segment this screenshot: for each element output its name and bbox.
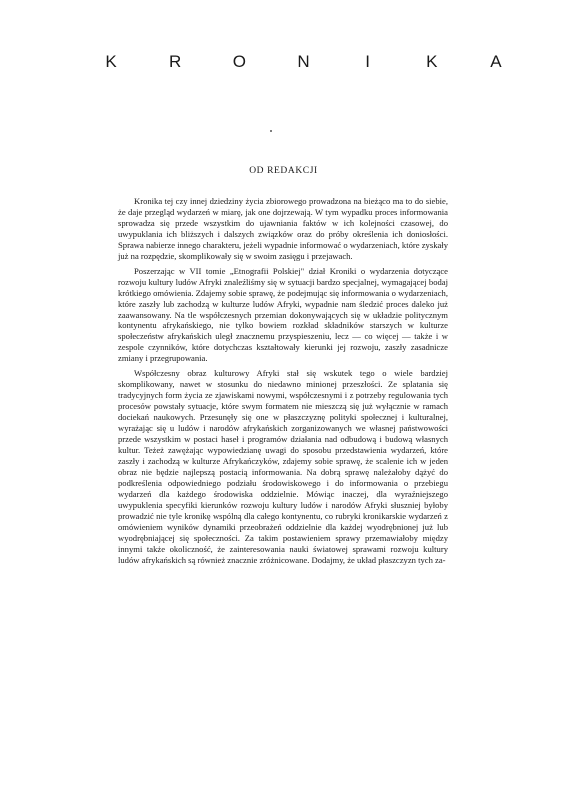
body-text [118,196,448,565]
chapter-title-letter: K [105,52,117,71]
paragraph: Współczesny obraz kulturowy Afryki stał się wskutek tego o wiele bardziej skomplikowany, nawet w stosunku do niedawno minionej przeszłości. Ze splatania się tradycyjnych form życia ze zjawiskami nowymi, współczesnymi i z potrzeby regulowania tych procesów powstały sytuacje, które swym formatem nie mieszczą się już wyłącznie w ramach dociekań naukowych. Przesunęły się one w płaszczyznę polityki społecznej i kulturalnej, wyrażając się u ludów i narodów afrykańskich zorganizowanych we własnej państwowości przede wszystkim w postaci haseł i programów działania nad odbudową i budową własnych kultur. Teżeż zawężając wypowiedzianę uwagi do sposobu przedstawienia wydarzeń, które zaszły i zachodzą w kulturze Afrykańczyków, zdajemy sobie sprawę, że scalenie ich w jeden obraz nie będzie najlepszą postacią informowania. Na dobrą sprawę należałoby dążyć do podkreślenia odpowiedniego podziału środowiskowego i do informowania o przebiegu wydarzeń dla każdego środowiska oddzielnie. Mówiąc inaczej, dla wyraźniejszego uwypuklenia specyfiki kierunków rozwoju kultury ludów i narodów Afryki słuszniej byłoby prowadzić nie tyle kronikę wspólną dla całego kontynentu, co rubryki kronikarskie wydarzeń z omówieniem wyników dynamiki przeobrażeń oddzielnie dla każdej wyodrębnionej już lub wyodrębniającej się społeczności. Za takim postawieniem sprawy przemawiałoby między innymi także okoliczność, że zainteresowania nauki światowej sprawami rozwoju kultury ludów afrykańskich są również znacznie zróżnicowane. Dodajmy, że układ płaszczyzn tych za- [118,368,448,565]
section-heading: OD REDAKCJI [249,166,318,176]
chapter-title-letter: I [365,52,370,71]
print-speck [270,130,272,132]
chapter-title [0,52,567,76]
paragraph: Kronika tej czy innej dziedziny życia zbiorowego prowadzona na bieżąco ma to do siebie, że daje przegląd wydarzeń w miarę, jak one dojrzewają. W tym wypadku proces informowania sprowadza się przede wszystkim do ujawniania faktów w ich kolejności czasowej, do uwypuklania ich bliższych i dalszych związków oraz do próby określenia ich doniosłości. Sprawa nabierze innego charakteru, jeżeli wypadnie informować o wydarzeniach, które zyskały już na rozpędzie, skomplikowały się w swoim zasięgu i przejawach. [118,196,448,261]
chapter-title-letter: A [490,52,502,71]
chapter-title-letter: N [297,52,310,71]
paragraph: Poszerzając w VII tomie „Etnografii Polskiej" dział Kroniki o wydarzenia dotyczące rozwoju kultury ludów Afryki znaleźliśmy się w sytuacji bardzo specjalnej, wymagającej bodaj krótkiego omówienia. Zdajemy sobie sprawę, że podejmując się informowania o wydarzeniach, które zaszły lub zachodzą w kulturze ludów Afryki, wypadnie nam śledzić proces daleko już zaawansowany. Na tle współczesnych przemian dokonywających się w układzie politycznym kontynentu afrykańskiego, nie tylko bowiem rozkład składników starszych w kulturze społeczeństw afrykańskich uległ znacznemu przyspieszeniu, lecz — co więcej — także i w zespole czynników, które dotychczas kształtowały kierunki jej rozwoju, zaszły zasadnicze zmiany i przegrupowania. [118,265,448,364]
chapter-title-letter: O [232,52,246,71]
chapter-title-letter: K [426,52,438,71]
chapter-title-letter: R [169,52,182,71]
